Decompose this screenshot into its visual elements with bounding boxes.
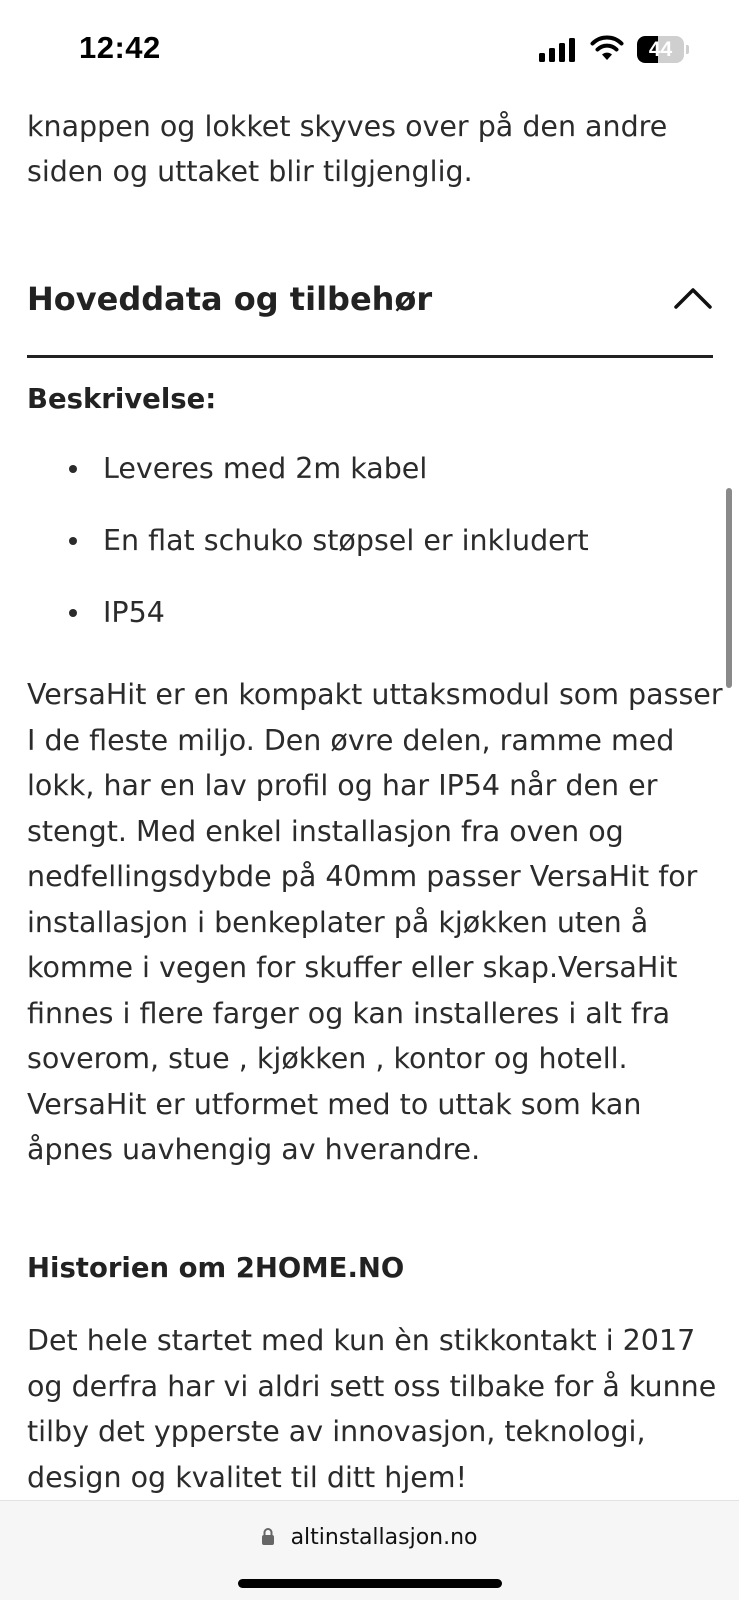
battery-level: 44 — [648, 38, 673, 61]
description-heading: Beskrivelse: — [27, 383, 217, 415]
status-time: 12:42 — [79, 30, 161, 65]
battery-icon — [637, 36, 689, 63]
story-paragraph: Det hele startet med kun èn stikkontakt i 2017 og derfra har vi aldri sett oss tilbake for å kunne tilby det ypperste av innovasjon, teknologi, design og kvalitet til ditt hjem! — [27, 1324, 717, 1494]
accordion-header-hoveddata[interactable] — [27, 268, 713, 358]
list-item: IP54 — [27, 590, 713, 662]
list-item: Leveres med 2m kabel — [27, 446, 713, 518]
scrollbar[interactable] — [726, 488, 732, 688]
browser-address-bar[interactable] — [0, 1500, 739, 1600]
status-bar — [0, 0, 739, 96]
lock-icon — [261, 1527, 275, 1545]
home-indicator[interactable] — [238, 1579, 502, 1588]
story-heading: Historien om 2HOME.NO — [27, 1252, 405, 1284]
intro-paragraph: knappen og lokket skyves over på den andre siden og uttaket blir tilgjenglig. — [27, 109, 668, 188]
cellular-signal-icon — [539, 38, 577, 62]
feature-list — [27, 446, 713, 662]
list-item: En flat schuko støpsel er inkludert — [27, 518, 713, 590]
url-container[interactable] — [0, 1525, 739, 1550]
wifi-icon — [590, 34, 624, 62]
accordion-title: Hoveddata og tilbehør — [27, 280, 433, 318]
chevron-up-icon[interactable] — [673, 282, 713, 312]
description-paragraph: VersaHit er en kompakt uttaksmodul som passer I de fleste miljo. Den øvre delen, ramme med lokk, har en lav profil og har IP54 når den er stengt. Med enkel installasjon fra oven og nedfellingsdybde på 40mm passer VersaHit for installasjon i benkeplater på kjøkken uten å komme i vegen for skuffer eller skap.VersaHit finnes i flere farger og kan installeres i alt fra soverom, stue , kjøkken , kontor og hotell. VersaHit er utformet med to uttak som kan åpnes uavhengig av hverandre. — [27, 678, 723, 1166]
url-text[interactable]: altinstallasjon.no — [290, 1525, 478, 1550]
